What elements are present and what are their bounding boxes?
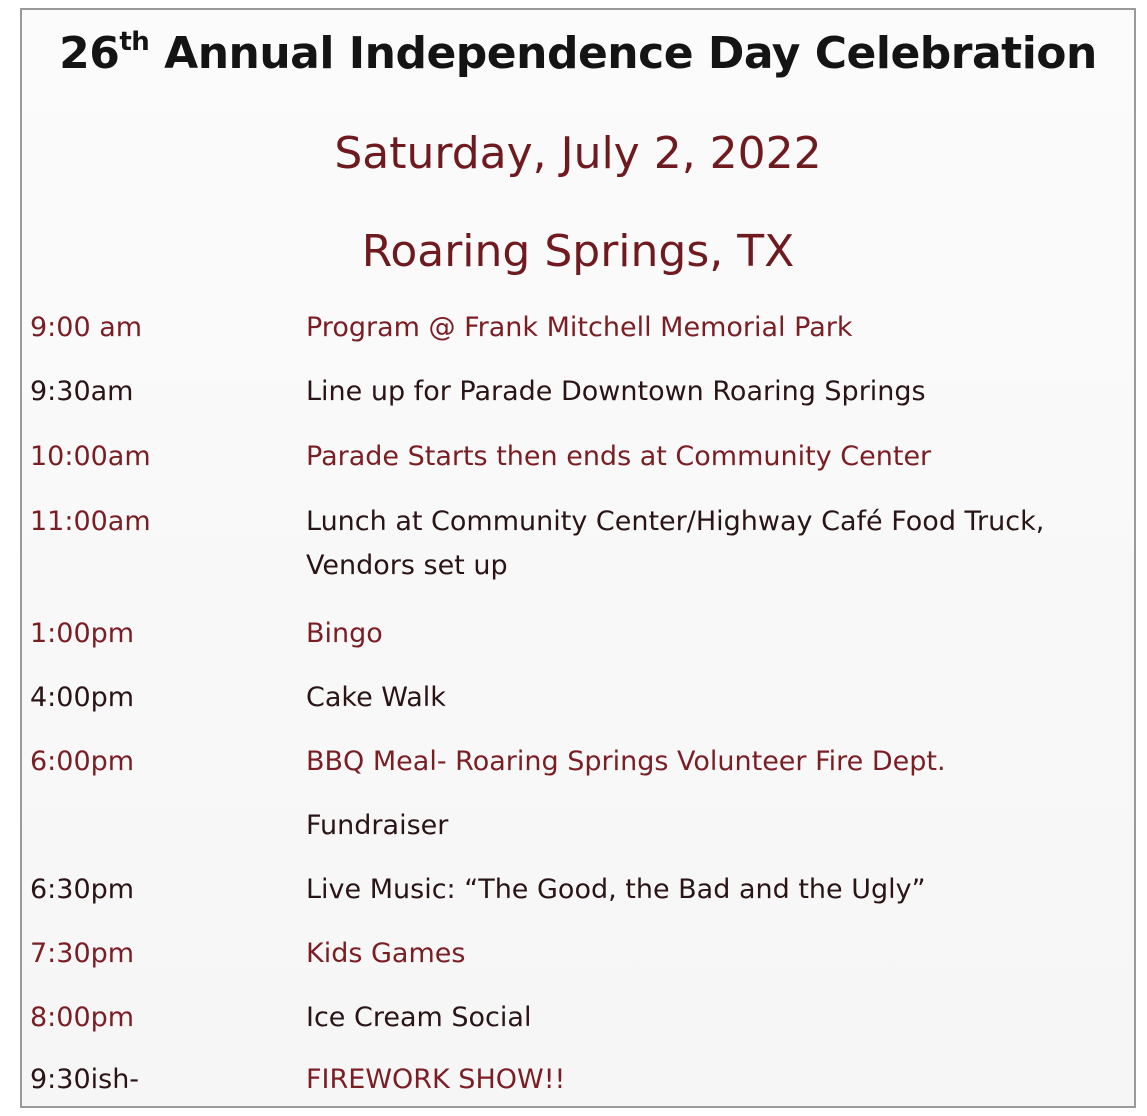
title-number: 26	[59, 28, 120, 79]
schedule-event: Lunch at Community Center/Highway Café Food Truck, Vendors set up	[306, 506, 1045, 581]
event-date: Saturday, July 2, 2022	[334, 128, 822, 179]
schedule-event: BBQ Meal- Roaring Springs Volunteer Fire Dept.	[306, 746, 946, 777]
flyer-sheet	[20, 8, 1136, 1108]
schedule-event: Kids Games	[306, 938, 466, 969]
schedule-time: 9:00 am	[30, 312, 143, 343]
schedule-time: 6:00pm	[30, 746, 135, 777]
schedule-time: 1:00pm	[30, 618, 135, 649]
schedule-event: Parade Starts then ends at Community Center	[306, 441, 932, 472]
schedule-time: 11:00am	[30, 506, 151, 537]
schedule-event: Cake Walk	[306, 682, 446, 713]
schedule-event: Program @ Frank Mitchell Memorial Park	[306, 312, 853, 343]
schedule-event: Live Music: “The Good, the Bad and the Ugly”	[306, 874, 926, 905]
schedule-event: Ice Cream Social	[306, 1002, 532, 1033]
schedule-event: FIREWORK SHOW!!	[306, 1064, 566, 1095]
event-location: Roaring Springs, TX	[361, 226, 795, 277]
schedule-time: 9:30ish-	[30, 1064, 140, 1095]
schedule-event: Fundraiser	[306, 810, 449, 841]
schedule-time: 7:30pm	[30, 938, 135, 969]
flyer-title	[22, 28, 1134, 79]
schedule-time: 6:30pm	[30, 874, 135, 905]
schedule-time: 8:00pm	[30, 1002, 135, 1033]
title-ordinal-suffix: th	[119, 27, 150, 57]
schedule-event: Line up for Parade Downtown Roaring Springs	[306, 376, 926, 407]
schedule-time: 9:30am	[30, 376, 134, 407]
schedule-time: 10:00am	[30, 441, 151, 472]
schedule-time: 4:00pm	[30, 682, 135, 713]
title-text: Annual Independence Day Celebration	[149, 28, 1097, 79]
schedule-event: Bingo	[306, 618, 383, 649]
